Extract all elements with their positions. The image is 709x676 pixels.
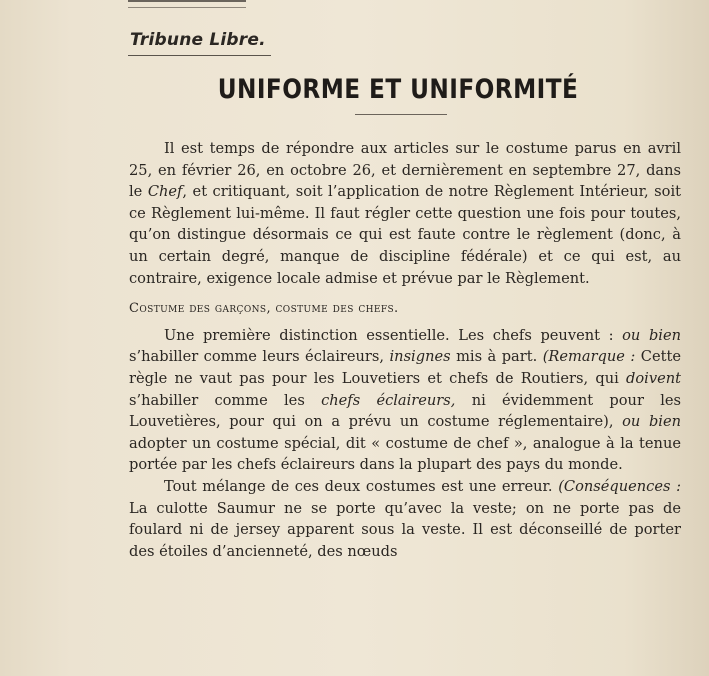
text-run: s’habiller comme les: [129, 391, 322, 409]
text-run: s’habiller comme leurs éclaireurs,: [129, 348, 390, 366]
text-run: adopter un costume spécial, dit « costume de chef », analogue à la tenue portée par les chefs éclaireurs dans la plupart des pays du monde.: [129, 434, 681, 474]
italic-run: ou bien: [622, 413, 681, 431]
text-run: Il est temps de répondre aux articles sur le costume parus en avril 25, en février 26, en octobre 26, et dernièrement en septembre 27, dans le: [129, 140, 681, 201]
italic-run: (Conséquences :: [558, 477, 681, 495]
section-heading: Costume des garçons, costume des chefs.: [129, 301, 399, 317]
italic-run: Chef: [147, 183, 183, 201]
paragraph-2: [129, 325, 681, 476]
text-run: mis à part.: [450, 348, 543, 366]
italic-run: chefs éclaireurs,: [321, 391, 456, 409]
article-body: [129, 138, 681, 562]
text-run: La culotte Saumur ne se porte qu’avec la veste; on ne porte pas de foulard ni de jersey apparent sous la veste. Il est déconseillé de porter des étoiles d’ancienneté, des nœuds: [129, 499, 681, 560]
title-rule: [355, 114, 447, 115]
paragraph-3: [129, 476, 681, 562]
text-run: Cette règle ne vaut pas pour les Louvetiers et chefs de Routiers, qui: [129, 348, 681, 387]
text-run: ni évidemment pour les Louvetières, pour qui on a prévu un costume réglementaire),: [129, 391, 681, 431]
text-run: Une première distinction essentielle. Les chefs peuvent :: [164, 326, 623, 344]
italic-run: (Remarque :: [542, 348, 636, 366]
rubric-underline: [128, 55, 271, 56]
text-run: Tout mélange de ces deux costumes est une erreur.: [164, 477, 559, 495]
top-rule-fragment: [128, 0, 246, 8]
italic-run: doivent: [626, 369, 681, 387]
article-title: UNIFORME ET UNIFORMITÉ: [217, 74, 579, 105]
paragraph-1: [129, 138, 681, 289]
text-run: , et critiquant, soit l’application de notre Règlement Intérieur, soit ce Règlement lui-même. Il faut régler cette question une fois pour toutes, qu’on distingue désormais ce qui est faute contre le règlement (donc, à un certain degré, manque de discipline fédérale) et ce qui est, au contraire, exigence locale admise et prévue par le Règlement.: [129, 183, 681, 287]
italic-run: ou bien: [622, 326, 681, 344]
italic-run: insignes: [389, 348, 451, 366]
rubric-label: Tribune Libre.: [130, 30, 266, 50]
